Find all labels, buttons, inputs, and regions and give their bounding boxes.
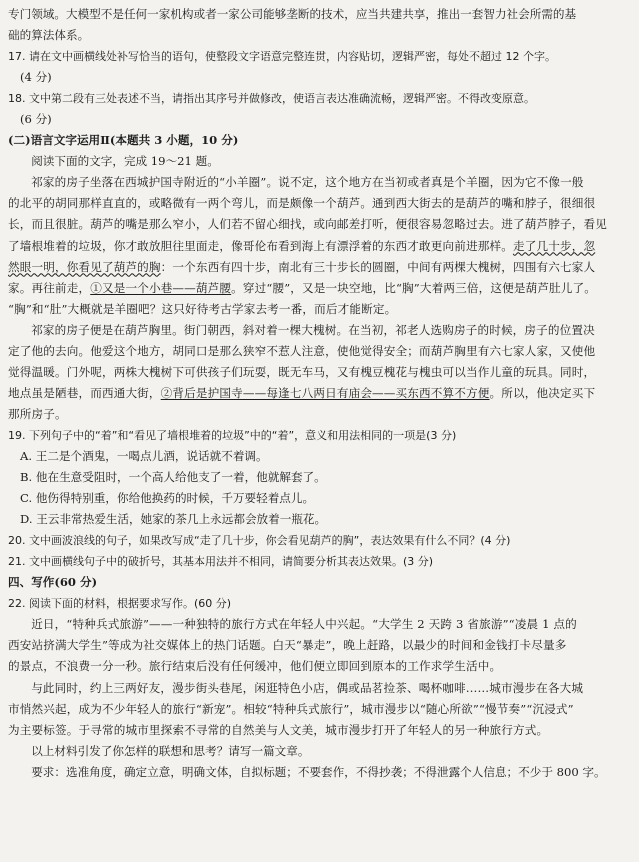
passage-line: 觉得温暖。门外呢，两株大槐树下可供孩子们玩耍，既无车马，又有槐豆槐花与槐虫可以当作儿童的玩具。同时，: [8, 364, 596, 379]
question-21: 21. 文中画横线句子中的破折号，其基本用法并不相同，请简要分析其表达效果。(3 分): [8, 555, 434, 569]
passage-line: “胸”和“肚”大概就是羊圈吧？这只好待考古学家去考一番，而后才能断定。: [8, 301, 397, 316]
passage-text: ：一个东西有四十步，南北有三十步长的圆圈，中间有两棵大槐树，四围有六七家人: [160, 259, 596, 274]
passage-text: 。所以，他决定买下: [489, 385, 596, 400]
passage-line: 那所房子。: [8, 406, 67, 421]
passage-line: [8, 278, 621, 299]
top-para-line: 专门领域。大模型不是任何一家机构或者一家公司能够垄断的技术，应当共建共享，推出一套智力社会所需的基: [8, 7, 577, 21]
material-line: 市悄然兴起，成为不少年轻人的旅行“新宠”。相较“特种兵式旅行”，城市漫步以“随心所欲”“慢节奏”“沉浸式”: [8, 701, 574, 716]
question-20: 20. 文中画波浪线的句子，如果改写成“走了几十步，你会看见葫芦的胸”，表达效果有什么不同？(4 分): [8, 534, 511, 548]
material-line: 西安站挤满大学生”等成为社交媒体上的热门话题。白天“暴走”，晚上赶路，以最少的时间和金钱打卡尽量多: [8, 638, 567, 653]
option-c: C. 他伤得特别重，你给他换药的时候，千万要轻着点儿。: [20, 491, 315, 506]
material-line: 为主要标签。于寻常的城市里探索不寻常的自然美与人文美，城市漫步打开了年轻人的另一种旅行方式。: [8, 722, 549, 737]
question-17-score: (4 分): [20, 70, 52, 85]
passage-line: [8, 383, 621, 404]
question-17: 17. 请在文中画横线处补写恰当的语句，使整段文字语意完整连贯，内容贴切，逻辑严密，每处不超过 12 个字。: [8, 50, 556, 64]
reading-instruction: 阅读下面的文字，完成 19～21 题。: [31, 154, 219, 169]
passage-text: 。穿过“腰”，又是一块空地，比“胸”大着两三倍，这便是葫芦肚儿了。: [231, 280, 597, 295]
passage-line: [8, 236, 621, 257]
passage-line: [8, 257, 621, 278]
passage-text: 了墙根堆着的垃圾，你才敢放胆往里面走，像哥伦布看到海上有漂浮着的东西才敢更向前进那样。: [8, 238, 513, 253]
question-22: 22. 阅读下面的材料，根据要求写作。(60 分): [8, 597, 232, 611]
writing-requirements: 要求：选准角度，确定立意，明确文体，自拟标题；不要套作，不得抄袭；不得泄露个人信息；不少于 800 字。: [31, 764, 606, 779]
passage-line: 长，而且很脏。葫芦的嘴是那么窄小，人们若不留心细找，或向邮差打听，便很容易忽略过去。进了葫芦脖子，看见: [8, 217, 607, 232]
question-19: 19. 下列句子中的“着”和“看见了墙根堆着的垃圾”中的“着”，意义和用法相同的一项是(3 分): [8, 428, 457, 442]
passage-text: 地点虽是陋巷，而西通大街，: [8, 385, 161, 400]
wavy-underlined-sentence: 然眼一明，你看见了葫芦的胸: [8, 259, 161, 274]
section-heading-4: 四、写作(60 分): [8, 575, 98, 590]
section-heading-2: (二)语言文字运用Ⅱ(本题共 3 小题，10 分): [8, 133, 239, 148]
material-line: 近日，“特种兵式旅游”——一种独特的旅行方式在年轻人中兴起。“大学生 2 天跨 3 省旅游”“凌晨 1 点的: [31, 617, 577, 632]
passage-line: 的北平的胡同那样直直的，或略微有一两个弯儿，而是颇像一个葫芦。通到西大街去的是葫芦的嘴和脖子，很细很: [8, 196, 596, 211]
passage-line: 祁家的房子便是在葫芦胸里。街门朝西，斜对着一棵大槐树。在当初，祁老人选购房子的时候，房子的位置决: [31, 322, 595, 337]
material-line: 与此同时，约上三两好友，漫步街头巷尾，闲逛特色小店，偶或品茗捡茶、喝杯咖啡……城市漫步在各大城: [31, 680, 584, 695]
wavy-underlined-sentence: 走了几十步，忽: [512, 238, 596, 253]
underlined-sentence-2: ②背后是护国寺——每逢七八两日有庙会——买东西不算不方便: [160, 385, 490, 400]
material-line: 的景点，不浪费一分一秒。旅行结束后没有任何缓冲，他们便立即回到原本的工作求学生活中。: [8, 659, 502, 674]
question-18-score: (6 分): [20, 112, 52, 127]
passage-line: 祁家的房子坐落在西城护国寺附近的“小羊圈”。说不定，这个地方在当初或者真是个羊圈，因为它不像一般: [31, 175, 584, 190]
passage-text: 家。再往前走，: [8, 280, 91, 295]
question-18: 18. 文中第二段有三处表述不当，请指出其序号并做修改，使语言表达准确流畅，逻辑严密。不得改变原意。: [8, 92, 535, 106]
option-d: D. 王云非常热爱生活，她家的茶几上永远都会放着一瓶花。: [20, 512, 327, 527]
option-b: B. 他在生意受阻时，一个高人给他支了一着，他就解套了。: [20, 470, 326, 485]
passage-line: 定了他的去向。他爱这个地方，胡同口是那么狭窄不惹人注意，使他觉得安全；而葫芦胸里有六七家人家，又使他: [8, 343, 596, 358]
writing-prompt: 以上材料引发了你怎样的联想和思考？请写一篇文章。: [31, 743, 310, 758]
option-a: A. 王二是个酒鬼，一喝点儿酒，说话就不着调。: [20, 448, 268, 463]
underlined-sentence-1: ①又是一个小巷——葫芦腰: [90, 280, 232, 295]
top-para-line: 础的算法体系。: [8, 28, 90, 43]
